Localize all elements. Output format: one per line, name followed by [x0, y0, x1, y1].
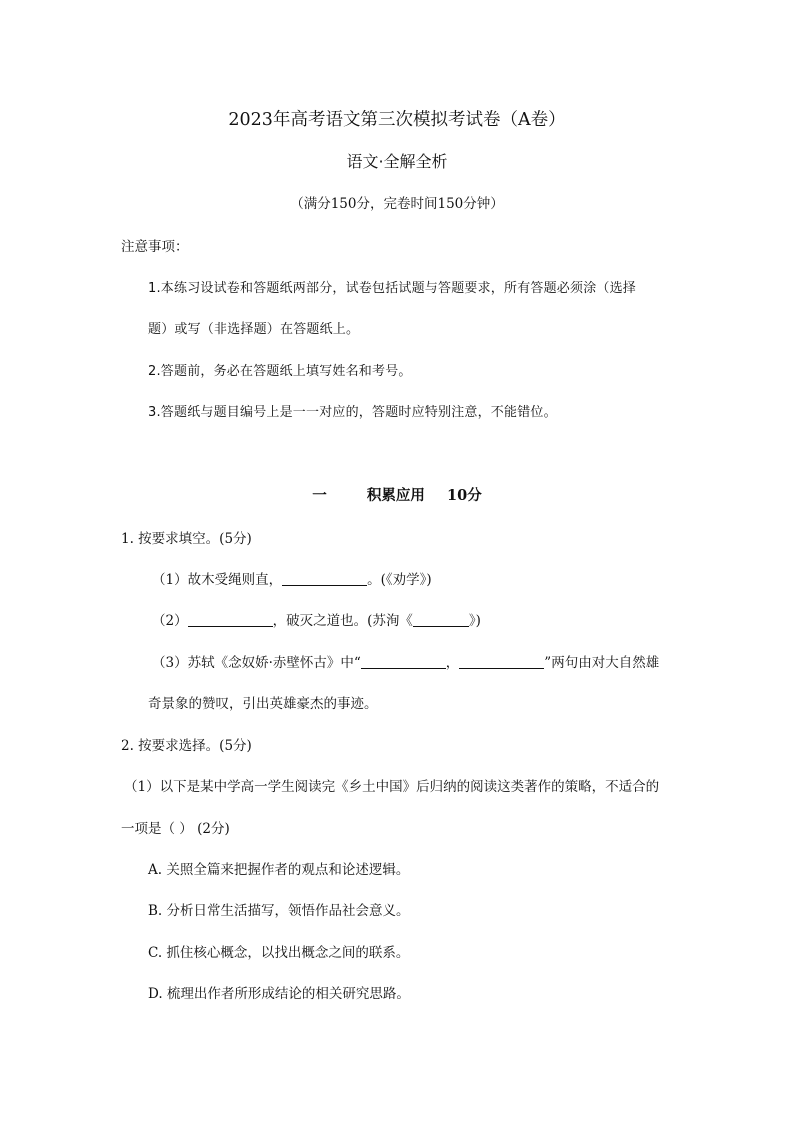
- question-2-sub-1-cont: 一项是（ ） (2分): [121, 821, 230, 837]
- q1-sub2-text: ，破灭之道也。(苏洵《: [272, 613, 413, 629]
- section-heading: [0, 484, 794, 505]
- notice-item-3: 3.答题纸与题目编号上是一一对应的，答题时应特别注意，不能错位。: [148, 405, 557, 420]
- option-c[interactable]: C. 抓住核心概念，以找出概念之间的联系。: [148, 945, 410, 961]
- q1-sub3-tail: ”两句由对大自然雄: [544, 655, 660, 671]
- option-a[interactable]: A. 关照全篇来把握作者的观点和论述逻辑。: [148, 862, 410, 878]
- question-1-stem: 1. 按要求填空。(5分): [121, 531, 252, 547]
- notice-item-1-cont: 题）或写（非选择题）在答题纸上。: [148, 322, 360, 337]
- option-b[interactable]: B. 分析日常生活描写，领悟作品社会意义。: [148, 903, 410, 919]
- section-name: 积累应用: [366, 487, 425, 504]
- section-number: 一: [312, 487, 327, 504]
- question-1-sub-1: [152, 568, 432, 588]
- answer-blank-title[interactable]: [413, 614, 469, 627]
- question-1-sub-3: [152, 651, 659, 671]
- answer-blank[interactable]: [459, 656, 544, 669]
- section-points: 10分: [447, 487, 482, 504]
- q1-sub1-source: 。(《劝学》): [367, 572, 432, 588]
- q1-sub1-text: （1）故木受绳则直，: [152, 572, 283, 588]
- question-1-sub-2: [152, 609, 481, 629]
- notice-item-1: 1.本练习设试卷和答题纸两部分，试卷包括试题与答题要求，所有答题必须涂（选择: [148, 281, 637, 296]
- question-2-sub-1: （1）以下是某中学高一学生阅读完《乡土中国》后归纳的阅读这类著作的策略，不适合的: [124, 779, 660, 795]
- notice-heading: 注意事项：: [121, 239, 189, 255]
- exam-subtitle: 语文·全解全析: [346, 152, 448, 171]
- question-2-stem: 2. 按要求选择。(5分): [121, 738, 252, 754]
- q1-sub2-label: （2）: [152, 613, 188, 629]
- answer-blank[interactable]: [282, 573, 367, 586]
- answer-blank[interactable]: [361, 656, 446, 669]
- score-note: （满分150分，完卷时间150分钟）: [290, 196, 504, 212]
- question-1-sub-3-cont: 奇景象的赞叹，引出英雄豪杰的事迹。: [148, 696, 378, 712]
- notice-item-2: 2.答题前，务必在答题纸上填写姓名和考号。: [148, 364, 412, 379]
- exam-title: 2023年高考语文第三次模拟考试卷（A卷）: [228, 110, 566, 130]
- q1-sub3-text: （3）苏轼《念奴娇·赤壁怀古》中“: [152, 655, 361, 671]
- answer-blank[interactable]: [188, 614, 273, 627]
- option-d[interactable]: D. 梳理出作者所形成结论的相关研究思路。: [148, 986, 410, 1002]
- q1-sub2-close: 》): [468, 613, 481, 629]
- q1-sub3-sep: ，: [445, 655, 460, 671]
